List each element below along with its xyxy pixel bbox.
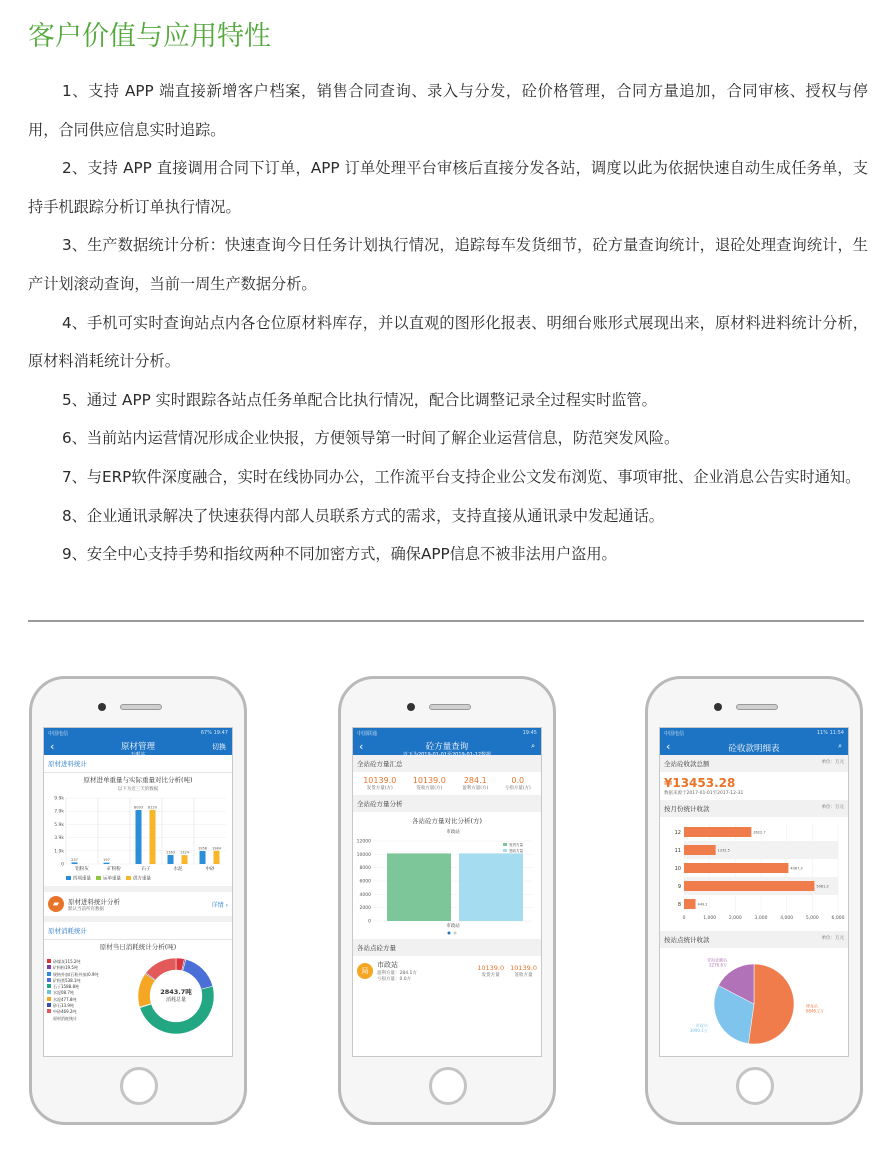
total-amount: ¥13453.28: [664, 776, 736, 790]
section-title: 原材消耗统计: [44, 922, 232, 940]
slice-label: 青海金鹏站: [707, 957, 728, 963]
legend-label: 水泥477.8吨: [53, 996, 77, 1002]
nav-bar: [660, 738, 848, 755]
kpi-value: 10139.0: [412, 776, 446, 785]
station-line: 盈利方量：284.1方: [377, 971, 417, 976]
slice-value-label: 6846.2万: [805, 1008, 824, 1014]
legend-swatch: [503, 849, 507, 852]
bar-value-label: 449.2: [697, 902, 708, 907]
legend-swatch: [47, 997, 51, 1001]
phone-screen: [43, 727, 233, 1057]
station-bar-chart: [353, 825, 541, 937]
bar-value-label: 237: [71, 857, 78, 862]
feature-item: 1、支持 APP 端直接新增客户档案，销售合同查询、录入与分发，砼价格管理，合同方量追加，合同审核、授权与停用，合同供应信息实时追踪。: [28, 82, 868, 139]
section-title: [660, 800, 848, 817]
clock-label: 19:47: [213, 730, 228, 736]
legend-label: 供方重量: [133, 876, 151, 882]
feature-item: 6、当前站内运营情况形成企业快报，方便领导第一时间了解企业运营信息，防范突发风险。: [62, 429, 680, 448]
section-title: 原材进料统计: [44, 755, 232, 773]
search-icon[interactable]: ⌕: [531, 742, 535, 750]
station-value: 10139.0: [510, 964, 537, 972]
bar: [387, 853, 451, 921]
section-label: 按站点统计收款: [664, 936, 710, 944]
legend-swatch: [47, 1003, 51, 1007]
chart-legend: [47, 959, 98, 1022]
total-card: [660, 772, 848, 800]
legend-label: 四项重量: [73, 876, 91, 882]
station-badge-icon: 局: [357, 963, 373, 979]
x-tick-label: 水泥: [173, 867, 183, 872]
camera-dot: [98, 703, 106, 711]
legend-label: 市政站: [446, 830, 460, 835]
analysis-card[interactable]: [44, 886, 232, 922]
x-tick-label: 4,000: [780, 916, 794, 921]
bar-value-label: 4067.3: [790, 866, 803, 871]
nav-bar: [44, 738, 232, 758]
total-subtitle: 数据来源于2017-01-01至2017-12-31: [664, 791, 744, 796]
bar-value-label: 1324: [180, 850, 189, 855]
legend-item: [47, 1016, 98, 1022]
kpi-item: [505, 776, 531, 791]
pager-dot: [448, 932, 451, 935]
unit-label: 单位：万元: [821, 760, 844, 765]
chart-title: 原材进单重量与实际重量对比分析(吨): [83, 776, 193, 784]
nav-title: 原材管理: [120, 742, 155, 752]
bar: [200, 851, 206, 864]
truck-icon: ▰: [48, 896, 64, 912]
section-title: [660, 755, 848, 772]
x-tick-label: 矿粉粉: [107, 867, 121, 872]
speaker-grille: [120, 704, 162, 710]
slice-value-label: 3990.1万: [689, 1027, 708, 1033]
bar: [182, 855, 188, 864]
section-title: [660, 931, 848, 948]
bar: [72, 862, 78, 864]
legend-swatch: [47, 972, 51, 976]
section-title: 全站砼方量分析: [353, 795, 541, 812]
y-tick-label: 12: [674, 830, 681, 836]
card-subtitle: 默认当前所有数据: [68, 906, 104, 912]
unit-label: 单位：万元: [821, 805, 844, 810]
feature-item: 2、支持 APP 直接调用合同下订单，APP 订单处理平台审核后直接分发各站，调度以此为依据快速自动生成任务单，支持手机跟踪分析订单执行情况。: [28, 159, 868, 216]
station-name: 市政站: [377, 961, 398, 969]
station-stat: [477, 964, 504, 978]
station-line: 亏损方量：0.0方: [377, 977, 412, 982]
x-tick-label: 铝粉灰: [75, 867, 89, 872]
station-info: [377, 960, 477, 982]
back-icon[interactable]: ‹: [50, 740, 55, 753]
bar: [684, 881, 814, 891]
y-tick-label: 9: [677, 884, 681, 890]
legend-label: 水泥08.7吨: [53, 990, 74, 996]
battery-label: 11%: [816, 730, 828, 736]
x-tick-label: 5,000: [805, 916, 819, 921]
y-tick-label: 8000: [359, 866, 371, 872]
phone-mockup-volume: [338, 676, 556, 1125]
details-link[interactable]: 详情 ›: [211, 901, 228, 909]
bar: [214, 851, 220, 864]
bar-value-label: 2622.7: [753, 830, 766, 835]
slice-value-label: 2276.6万: [709, 962, 728, 968]
home-button[interactable]: [429, 1067, 467, 1105]
kpi-item: [462, 776, 488, 791]
legend-label: 矿粉粉19.5吨: [53, 965, 78, 971]
bar-value-label: 8093: [134, 805, 143, 810]
chart-title: 原材当日消耗统计分析(吨): [99, 943, 177, 951]
legend-swatch: [126, 876, 131, 880]
y-tick-label: 9.9k: [54, 796, 64, 802]
y-tick-label: 2000: [359, 906, 371, 912]
x-tick-label: 石子: [141, 867, 151, 872]
status-bar: [660, 728, 848, 738]
kpi-value: 0.0: [511, 776, 525, 785]
legend-swatch: [47, 984, 51, 988]
feature-item: 4、手机可实时查询站点内各仓位原材料库存，并以直观的图形化报表、明细台账形式展现出来，原材料进料统计分析，原材料消耗统计分析。: [28, 313, 868, 371]
divider: [28, 620, 864, 622]
feature-list: [28, 72, 868, 574]
y-tick-label: 5.9k: [54, 822, 64, 828]
y-tick-label: 6000: [359, 879, 371, 885]
y-tick-label: 7.9k: [54, 809, 64, 815]
battery-label: 67%: [200, 730, 212, 736]
section-label: 按月份统计收款: [664, 805, 710, 813]
slice-label: 市政站: [695, 1022, 708, 1028]
nav-subtitle: 五眼站: [130, 752, 146, 758]
section-title: 各站点砼方量: [353, 939, 541, 956]
legend-swatch: [47, 959, 51, 963]
bar-value-label: 1958: [198, 846, 207, 851]
kpi-label: 签收方量(方): [416, 786, 443, 791]
bar: [104, 863, 110, 864]
y-tick-label: 0: [61, 862, 64, 868]
legend-label: 砂煤灰115.2吨: [53, 959, 81, 964]
legend-swatch: [47, 965, 51, 969]
station-stat: [510, 964, 537, 978]
legend-label: 运单重量: [103, 876, 121, 882]
speaker-grille: [736, 704, 778, 710]
consumption-chart: [44, 951, 232, 1041]
legend-label: 签收方量: [509, 849, 523, 853]
donut-label: 消耗总量: [165, 997, 186, 1003]
monthly-bar-chart: [660, 817, 848, 929]
x-tick-label: 3,000: [754, 916, 768, 921]
y-tick-label: 8: [677, 902, 681, 908]
pie-slice: [748, 964, 794, 1044]
section-title: 全站砼方量汇总: [353, 755, 541, 772]
phone-mockup-material: [29, 676, 247, 1125]
x-tick-label: 市政站: [446, 924, 460, 929]
x-tick-label: 1,000: [703, 916, 717, 921]
nav-subtitle: 以下为2019-01-01至2019-01-12数据: [402, 752, 492, 758]
carrier-label: 中国电信: [664, 731, 685, 737]
kpi-item: [413, 776, 446, 791]
back-icon[interactable]: ‹: [359, 740, 364, 753]
legend-swatch: [96, 876, 101, 880]
nav-bar: [353, 738, 541, 758]
feature-item: 3、生产数据统计分析：快速查询今日任务计划执行情况，追踪每车发货细节，砼方量查询统计，退砼处理查询统计，生产计划滚动查询，当前一周生产数据分析。: [28, 236, 868, 293]
y-tick-label: 10: [674, 866, 681, 872]
station-label: 发货方量: [481, 973, 500, 978]
donut-value: 2843.7吨: [160, 988, 192, 996]
bar-value-label: 1232.5: [717, 848, 730, 853]
y-tick-label: 0: [368, 919, 371, 925]
bar-value-label: 1363: [166, 850, 175, 855]
camera-dot: [714, 703, 722, 711]
x-tick-label: 0: [682, 916, 686, 921]
x-tick-label: 中砂: [205, 867, 215, 872]
clock-label: 19:45: [522, 730, 537, 736]
y-tick-label: 12000: [356, 839, 371, 845]
legend-label: 石子1588.8吨: [53, 984, 79, 990]
kpi-value: 284.1: [463, 776, 487, 785]
legend-label: 规格外加(石粉外加)0.9吨: [53, 971, 99, 977]
back-icon[interactable]: ‹: [666, 740, 671, 753]
legend-swatch: [66, 876, 71, 880]
feature-item: 7、与ERP软件深度融合，实时在线协同办公，工作流平台支持企业公文发布浏览、事项审批、企业消息公告实时通知。: [62, 467, 861, 486]
speaker-grille: [429, 704, 471, 710]
status-bar: [353, 728, 541, 738]
legend-label: 中砂469.2吨: [53, 1009, 77, 1015]
status-bar: [44, 728, 232, 738]
phone-screen: [352, 727, 542, 1057]
station-pie-chart: [660, 948, 848, 1057]
legend-label: 砂石13.9吨: [53, 1003, 74, 1009]
material-bar-chart: [44, 792, 232, 884]
x-tick-label: 6,000: [831, 916, 845, 921]
y-tick-label: 1.9k: [54, 849, 64, 855]
phone-screen: [659, 727, 849, 1057]
bar: [136, 810, 142, 864]
x-tick-label: 2,000: [728, 916, 742, 921]
station-value: 10139.0: [477, 964, 505, 972]
nav-title: 砼方量查询: [425, 742, 469, 752]
unit-label: 单位：万元: [821, 936, 844, 941]
phone-mockup-payment: [645, 676, 863, 1125]
page-title: 客户价值与应用特性: [28, 21, 271, 52]
chart-title: 各站砼方量对比分析(方): [411, 817, 483, 825]
bar-value-label: 5081.3: [816, 884, 829, 889]
feature-item: 8、企业通讯录解决了快速获得内部人员联系方式的需求，支持直接从通讯录中发起通话。: [62, 506, 664, 525]
home-button[interactable]: [120, 1067, 158, 1105]
legend-label: 发货方量: [509, 843, 523, 847]
carrier-label: 中国电信: [48, 731, 69, 737]
y-tick-label: 4000: [359, 892, 371, 898]
donut-slice: [183, 959, 213, 989]
status-right: [817, 730, 844, 736]
home-button[interactable]: [736, 1067, 774, 1105]
bar: [684, 845, 716, 855]
legend-label: 矿粉类538.1吨: [53, 977, 81, 983]
donut-center: [156, 987, 196, 1003]
legend-swatch: [47, 1009, 51, 1013]
y-tick-label: 3.9k: [54, 836, 64, 842]
kpi-value: 10139.0: [363, 776, 397, 785]
bar-value-label: 197: [103, 858, 110, 863]
switch-button[interactable]: 切换: [212, 743, 226, 751]
y-tick-label: 10000: [356, 852, 371, 858]
station-label: 签收方量: [514, 973, 533, 978]
bar: [684, 827, 751, 837]
kpi-row: [353, 772, 541, 795]
camera-dot: [407, 703, 415, 711]
pager-dot: [454, 932, 457, 935]
bar: [684, 899, 696, 909]
kpi-label: 盈利方量(方): [462, 786, 489, 791]
details-label: 详情: [211, 901, 224, 909]
bar: [459, 853, 523, 921]
bar: [150, 810, 156, 864]
bar-value-label: 1984: [212, 846, 221, 851]
nav-title: 砼收款明细表: [728, 744, 780, 754]
section-label: 全站砼收款总额: [664, 760, 710, 768]
card-text: [68, 897, 212, 912]
legend-swatch: [47, 978, 51, 982]
legend-swatch: [47, 990, 51, 994]
bar-value-label: 8120: [148, 805, 157, 810]
legend-swatch: [503, 843, 507, 846]
status-right: [201, 730, 228, 736]
slice-label: 博龙站: [805, 1003, 818, 1009]
station-row[interactable]: [353, 956, 541, 986]
kpi-item: [363, 776, 396, 791]
carrier-label: 中国联通: [357, 731, 378, 737]
feature-item: 9、安全中心支持手势和指纹两种不同加密方式，确保APP信息不被非法用户盗用。: [62, 545, 617, 564]
clock-label: 11:54: [829, 730, 844, 736]
bar: [684, 863, 788, 873]
kpi-label: 亏损方量(方): [504, 786, 531, 791]
card-title: 原材进料统计分析: [68, 897, 120, 906]
legend-label: 原材消耗统计: [53, 1015, 77, 1021]
bar: [168, 855, 174, 864]
feature-item: 5、通过 APP 实时跟踪各站点任务单配合比执行情况，配合比调整记录全过程实时监管。: [62, 390, 657, 409]
y-tick-label: 11: [674, 848, 681, 854]
chart-subtitle: 以下为近三天的数据: [117, 787, 159, 792]
kpi-label: 发货方量(方): [366, 786, 393, 791]
legend-swatch: [47, 1016, 51, 1020]
search-icon[interactable]: ⌕: [838, 742, 842, 750]
